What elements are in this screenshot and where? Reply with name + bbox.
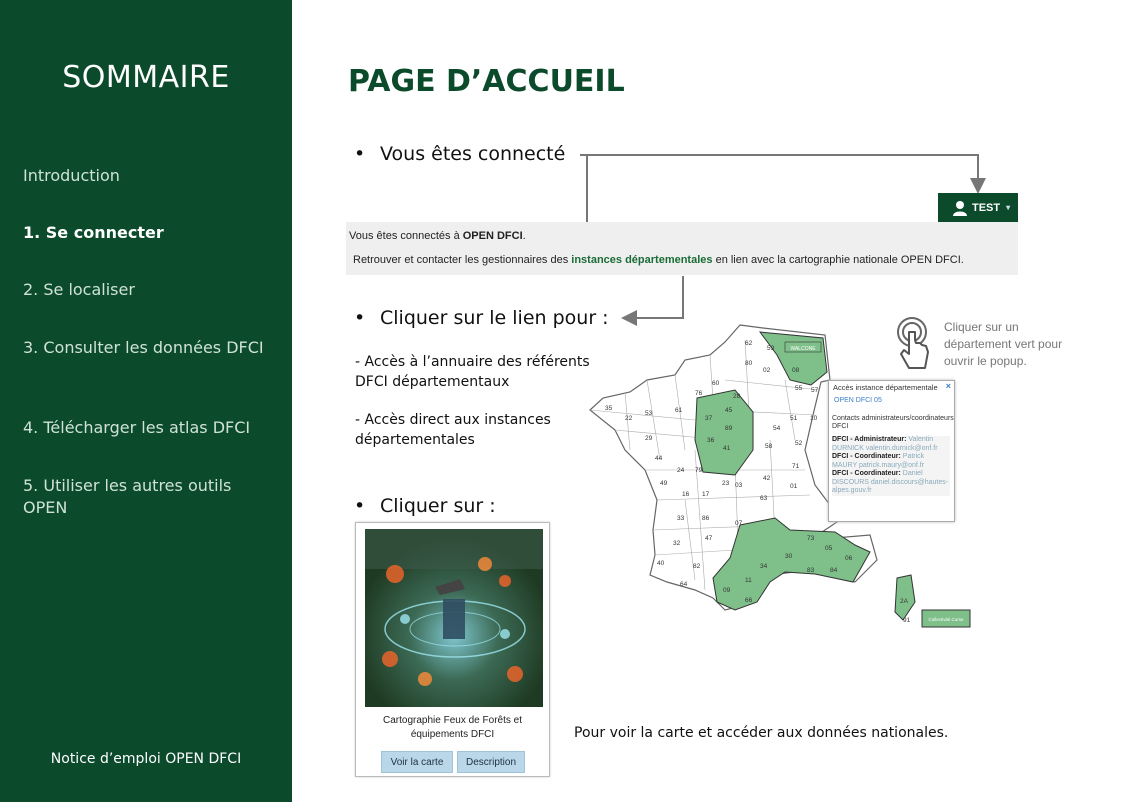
dept-number[interactable]: 86 xyxy=(702,515,710,522)
instances-link[interactable]: instances départementales xyxy=(571,254,713,266)
dept-number[interactable]: 52 xyxy=(795,440,803,447)
dept-number[interactable]: 62 xyxy=(745,340,753,347)
dept-number[interactable]: 29 xyxy=(645,435,653,442)
view-map-button[interactable]: Voir la carte xyxy=(381,751,453,773)
dept-number[interactable]: 91 xyxy=(903,617,911,624)
dept-number[interactable]: 34 xyxy=(760,563,768,570)
dept-number[interactable]: 24 xyxy=(677,467,685,474)
popup-contact-row xyxy=(832,436,950,453)
dept-number[interactable]: 59 xyxy=(767,345,775,352)
instance-popup xyxy=(828,380,955,522)
dept-number[interactable]: 61 xyxy=(675,407,683,414)
dept-number[interactable]: 17 xyxy=(702,491,710,498)
dept-number[interactable]: 63 xyxy=(760,495,768,502)
sidebar-item-consulter[interactable]: 3. Consulter les données DFCI xyxy=(23,338,264,357)
popup-instance-link[interactable]: OPEN DFCI 05 xyxy=(834,397,882,404)
dept-number[interactable]: 60 xyxy=(712,380,720,387)
description-button[interactable]: Description xyxy=(457,751,525,773)
map-hint: Cliquer sur un département vert pour ouvrir le popup. xyxy=(944,320,1063,368)
dept-number[interactable]: 64 xyxy=(680,581,688,588)
dept-number[interactable]: 55 xyxy=(795,385,803,392)
dept-number[interactable]: 89 xyxy=(725,425,733,432)
banner-line1-suffix: . xyxy=(522,230,526,242)
dept-number[interactable]: 33 xyxy=(677,515,685,522)
dept-number[interactable]: 44 xyxy=(655,455,663,462)
dept-number[interactable]: 05 xyxy=(825,545,833,552)
dept-number[interactable]: 11 xyxy=(745,577,752,584)
dept-number[interactable]: 66 xyxy=(745,597,753,604)
banner-line-instances xyxy=(353,254,964,266)
desc-instances: - Accès direct aux instances départementales xyxy=(355,412,551,448)
sidebar-item-se-localiser[interactable]: 2. Se localiser xyxy=(23,280,135,299)
dept-number[interactable]: 82 xyxy=(693,563,701,570)
banner-line2-prefix: Retrouver et contacter les gestionnaires des xyxy=(353,254,572,266)
arrow-to-user-button xyxy=(580,155,978,190)
dept-number[interactable]: 32 xyxy=(673,540,681,547)
dept-number[interactable]: 40 xyxy=(657,560,665,567)
close-icon[interactable]: × xyxy=(945,381,951,391)
dept-number[interactable]: 35 xyxy=(605,405,613,412)
dept-number[interactable]: 06 xyxy=(845,555,853,562)
popup-header: Accès instance départementale xyxy=(833,383,938,392)
dept-number[interactable]: 16 xyxy=(682,491,690,498)
popup-contact-row xyxy=(832,470,950,496)
corse-label: Collectivité Corse xyxy=(928,617,964,622)
dept-number[interactable]: 51 xyxy=(790,415,798,422)
card-caption: Pour voir la carte et accéder aux données nationales. xyxy=(574,725,949,741)
dept-number[interactable]: 47 xyxy=(705,535,713,542)
dept-number[interactable]: 37 xyxy=(705,415,713,422)
dept-number[interactable]: 02 xyxy=(763,367,771,374)
dept-number[interactable]: 41 xyxy=(723,445,731,452)
banner-line1-prefix: Vous êtes connectés à xyxy=(349,230,463,242)
dept-number[interactable]: 42 xyxy=(763,475,771,482)
bullet-click-card-text: Cliquer sur : xyxy=(380,495,496,517)
dept-number[interactable]: 83 xyxy=(807,567,815,574)
bullet-click-link-text: Cliquer sur le lien pour : xyxy=(380,307,609,329)
dept-number[interactable]: 45 xyxy=(725,407,733,414)
dept-number[interactable]: 09 xyxy=(723,587,731,594)
user-icon xyxy=(952,200,968,216)
chevron-down-icon: ▾ xyxy=(1006,203,1011,212)
contact-name[interactable]: Patrick MAURY patrick.maury@onf.fr xyxy=(832,453,925,469)
bullet-dot: • xyxy=(354,143,366,165)
contact-name[interactable]: Valentin DURNICK valentin.durnick@onf.fr xyxy=(832,436,938,452)
dept-number[interactable]: 23 xyxy=(722,480,730,487)
dept-number[interactable]: 01 xyxy=(790,483,798,490)
dept-number[interactable]: 08 xyxy=(792,367,800,374)
dept-number[interactable]: 57 xyxy=(811,387,819,394)
sidebar-item-introduction[interactable]: Introduction xyxy=(23,166,120,185)
card-illustration xyxy=(365,529,543,707)
dept-number[interactable]: 76 xyxy=(695,390,703,397)
dept-number[interactable]: 49 xyxy=(660,480,668,487)
dept-number[interactable]: 30 xyxy=(785,553,793,560)
contact-name[interactable]: Daniel DISCOURS daniel.discours@hautes-alpes.gouv.fr xyxy=(832,470,949,494)
sidebar-item-se-connecter[interactable]: 1. Se connecter xyxy=(23,223,164,242)
dept-number[interactable]: 71 xyxy=(792,463,800,470)
popup-contact-row xyxy=(832,453,950,470)
dept-number[interactable]: 2A xyxy=(900,598,908,605)
sidebar-item-autres-outils[interactable]: 5. Utiliser les autres outils OPEN xyxy=(23,476,232,517)
popup-contacts-label: Contacts administrateurs/coordinateurs DFCI xyxy=(832,415,954,430)
dept-number[interactable]: 03 xyxy=(735,482,743,489)
dept-number[interactable]: 84 xyxy=(830,567,838,574)
dept-number[interactable]: 10 xyxy=(810,415,818,422)
contact-role: DFCI - Coordinateur: xyxy=(832,470,901,477)
dept-number[interactable]: 54 xyxy=(773,425,781,432)
bullet-dot: • xyxy=(354,495,366,517)
walcome-label: WALCONE xyxy=(790,346,816,352)
map-region-centre xyxy=(695,390,753,475)
user-account-label: TEST xyxy=(972,201,1001,214)
bullet-connected-text: Vous êtes connecté xyxy=(380,143,566,165)
popup-contact-list xyxy=(832,436,950,496)
dept-number[interactable]: 28 xyxy=(733,393,741,400)
dept-number[interactable]: 73 xyxy=(807,535,815,542)
sidebar-title: SOMMAIRE xyxy=(62,60,230,95)
pointer-hand-icon xyxy=(893,314,933,372)
arrow-to-link-bullet xyxy=(625,276,683,318)
dept-number[interactable]: 80 xyxy=(745,360,753,367)
contact-role: DFCI - Coordinateur: xyxy=(832,453,901,460)
welcome-banner xyxy=(346,222,1018,275)
dept-number[interactable]: 07 xyxy=(735,520,743,527)
card-title: Cartographie Feux de Forêts et équipements DFCI xyxy=(383,715,522,740)
banner-line-connected xyxy=(349,230,526,242)
map-card xyxy=(355,522,550,777)
bullet-dot: • xyxy=(354,307,366,329)
sidebar-item-telecharger[interactable]: 4. Télécharger les atlas DFCI xyxy=(23,418,251,437)
page-title: PAGE D’ACCUEIL xyxy=(348,64,625,99)
dept-number[interactable]: 58 xyxy=(765,443,773,450)
contact-role: DFCI - Administrateur: xyxy=(832,436,907,443)
banner-line2-suffix: en lien avec la cartographie nationale OPEN DFCI. xyxy=(712,254,964,266)
dept-number[interactable]: 36 xyxy=(707,437,715,444)
dept-number[interactable]: 53 xyxy=(645,410,653,417)
desc-annuaire: - Accès à l’annuaire des référents DFCI départementaux xyxy=(355,354,590,390)
sidebar-footer: Notice d’emploi OPEN DFCI xyxy=(50,751,242,767)
dept-number[interactable]: 22 xyxy=(625,415,633,422)
banner-line1-bold: OPEN DFCI xyxy=(462,230,523,242)
dept-number[interactable]: 79 xyxy=(695,467,703,474)
user-account-button[interactable] xyxy=(938,193,1018,222)
